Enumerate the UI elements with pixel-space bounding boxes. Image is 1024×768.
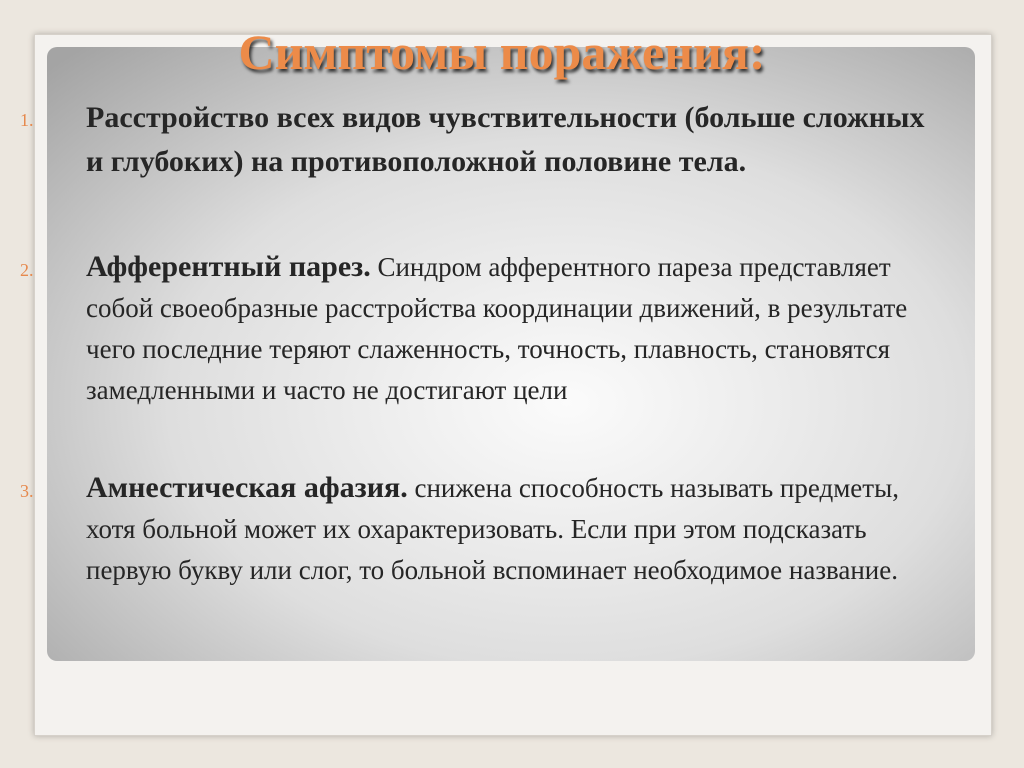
list-item-number: 2. [20,260,34,280]
list-item-text [86,246,926,411]
list-item-text [86,96,926,184]
list-item-description: снижена способность называть предметы, хотя больной может их охарактеризовать. Если при этом подсказать первую букву или слог, то больной вспоминает необходимое название. [86,473,899,585]
slide-title: Симптомы поражения: [238,24,766,80]
list-item-heading: Расстройство всех видов чувствительности (больше сложных и глубоких) на противоположной половине тела. [86,101,925,178]
list-item-number: 3. [20,481,34,501]
list-item-heading: Амнестическая афазия. [86,471,408,504]
list-item-description: Синдром афферентного пареза представляет собой своеобразные расстройства координации движений, в результате чего последние теряют слаженность, точность, плавность, становятся замедленными и часто не достигают цели [86,252,908,405]
list-item-text [86,467,926,591]
list-item-heading: Афферентный парез. [86,250,371,283]
list-item-number: 1. [20,110,34,130]
